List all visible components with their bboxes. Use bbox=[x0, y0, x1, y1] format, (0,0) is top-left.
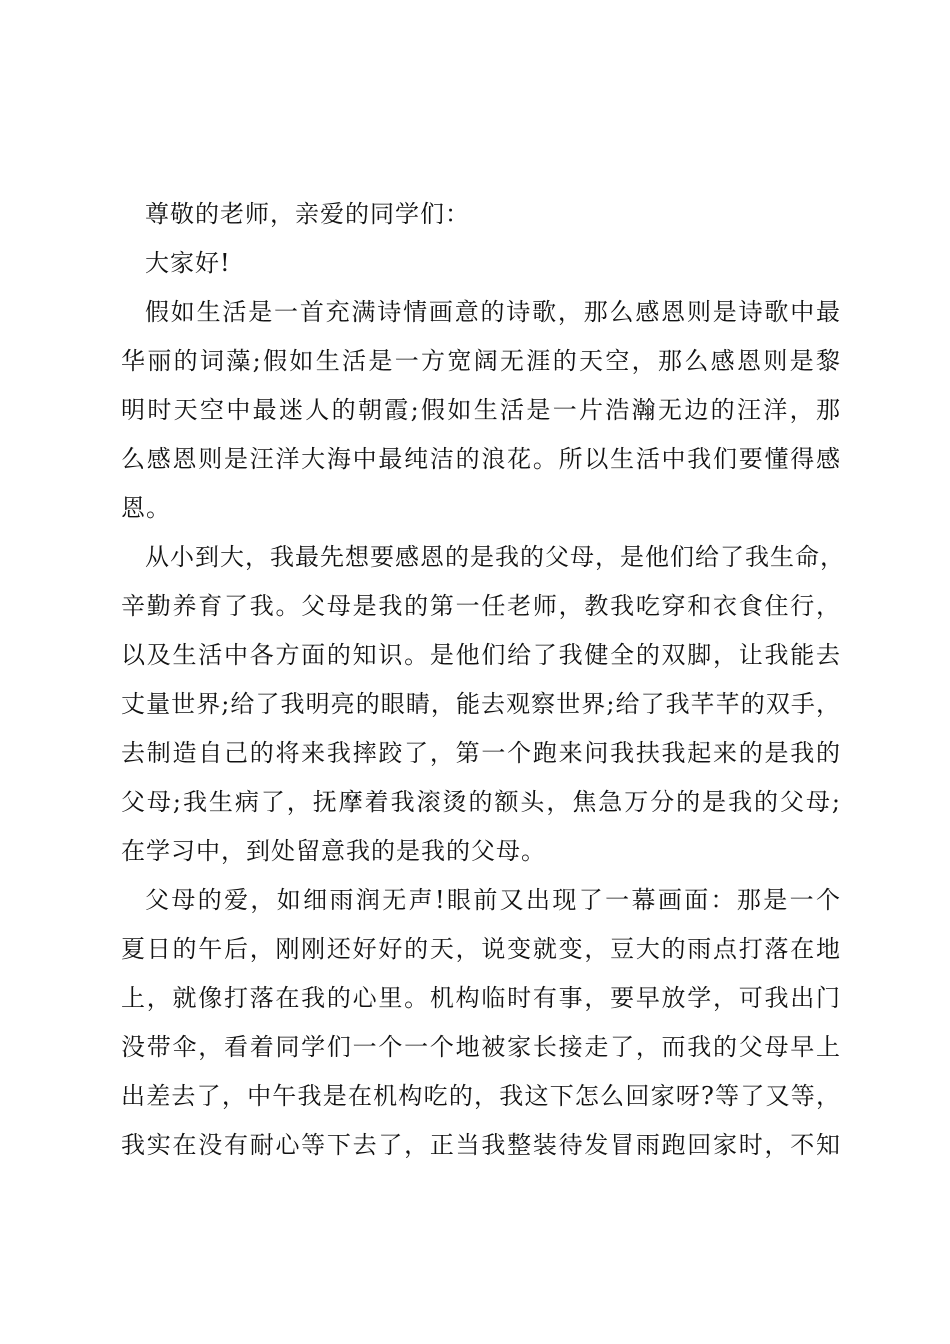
body-text-line: 我实在没有耐心等下去了，正当我整装待发冒雨跑回家时，不知 bbox=[121, 1131, 841, 1159]
body-text-line: 在学习中，到处留意我的是我的父母。 bbox=[121, 837, 546, 865]
body-text-line: 华丽的词藻;假如生活是一方宽阔无涯的天空，那么感恩则是黎 bbox=[121, 347, 841, 375]
body-text-line: 从小到大，我最先想要感恩的是我的父母，是他们给了我生命， bbox=[145, 543, 845, 571]
body-text-line: 没带伞，看着同学们一个一个地被家长接走了，而我的父母早上 bbox=[121, 1033, 841, 1061]
greeting-line: 大家好! bbox=[145, 249, 231, 277]
body-text-line: 上，就像打落在我的心里。机构临时有事，要早放学，可我出门 bbox=[121, 984, 841, 1012]
salutation-line: 尊敬的老师，亲爱的同学们： bbox=[145, 200, 470, 228]
body-text-line: 夏日的午后，刚刚还好好的天，说变就变，豆大的雨点打落在地 bbox=[121, 935, 841, 963]
speech-body bbox=[121, 190, 845, 1170]
body-text-line: 明时天空中最迷人的朝霞;假如生活是一片浩瀚无边的汪洋，那 bbox=[121, 396, 841, 424]
body-text-line: 父母的爱，如细雨润无声!眼前又出现了一幕画面：那是一个 bbox=[145, 886, 841, 914]
body-text-line: 辛勤养育了我。父母是我的第一任老师，教我吃穿和衣食住行， bbox=[121, 592, 841, 620]
body-text-line: 假如生活是一首充满诗情画意的诗歌，那么感恩则是诗歌中最 bbox=[145, 298, 841, 326]
body-text-line: 出差去了，中午我是在机构吃的，我这下怎么回家呀?等了又等， bbox=[121, 1082, 841, 1110]
body-text-line: 丈量世界;给了我明亮的眼睛，能去观察世界;给了我芊芊的双手， bbox=[121, 690, 841, 718]
body-text-line: 去制造自己的将来我摔跤了，第一个跑来问我扶我起来的是我的 bbox=[121, 739, 841, 767]
body-text-line: 恩。 bbox=[121, 494, 171, 522]
body-text-line: 父母;我生病了，抚摩着我滚烫的额头，焦急万分的是我的父母; bbox=[121, 788, 841, 816]
body-text-line: 以及生活中各方面的知识。是他们给了我健全的双脚，让我能去 bbox=[121, 641, 841, 669]
body-text-line: 么感恩则是汪洋大海中最纯洁的浪花。所以生活中我们要懂得感 bbox=[121, 445, 841, 473]
